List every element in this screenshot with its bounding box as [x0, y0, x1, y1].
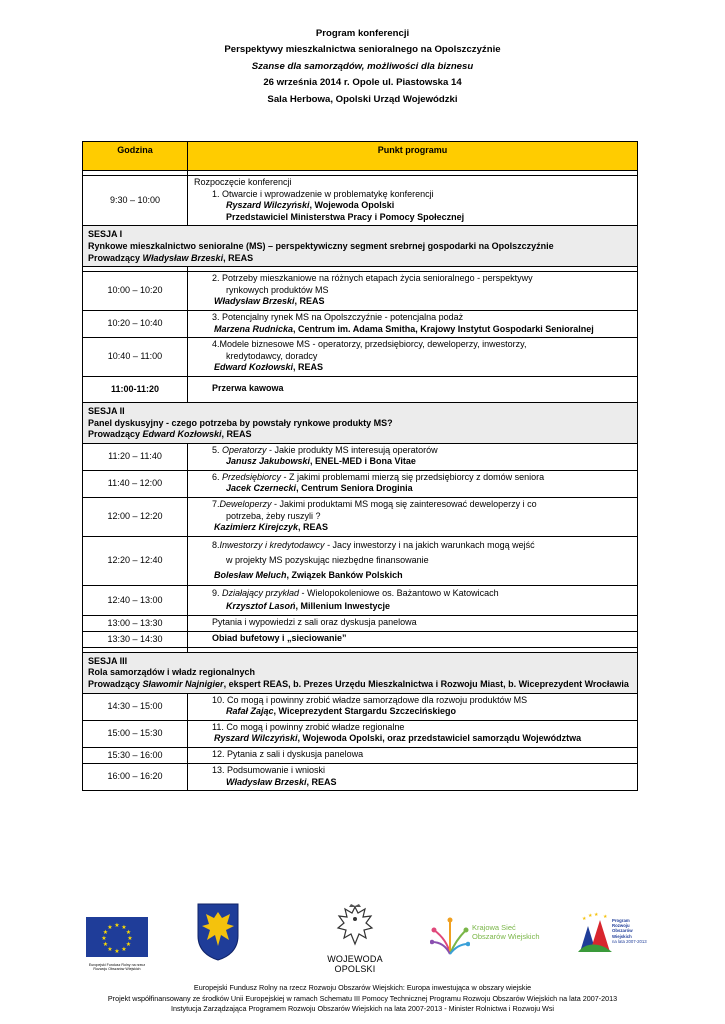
speaker-name: Władysław Brzeski [214, 296, 295, 307]
session-lead-affiliation: , REAS [223, 252, 254, 263]
item-topic: Przedsiębiorcy [222, 471, 282, 482]
row-item [188, 470, 638, 497]
session-row [83, 652, 638, 693]
table-row [83, 585, 638, 615]
row-item [188, 615, 638, 631]
row-time: 12:40 – 13:00 [83, 585, 188, 615]
prow-emblem-icon [576, 912, 614, 956]
row-item [188, 585, 638, 615]
row-item [188, 498, 638, 537]
header-room: Sala Herbowa, Opolski Urząd Wojewódzki [267, 93, 458, 105]
row-time: 16:00 – 16:20 [83, 764, 188, 791]
item-line: Obiad bufetowy i „sieciowanie” [212, 633, 347, 644]
document-footer [0, 983, 725, 1015]
item-number: 9. [212, 587, 223, 598]
speaker-name: Edward Kozłowski [214, 362, 294, 373]
table-row [83, 720, 638, 747]
svg-text:★: ★ [594, 912, 599, 918]
prow-label: Rozwoju [612, 923, 630, 929]
opole-coat-of-arms-logo [196, 902, 240, 962]
eu-caption: Rozwoju Obszarów Wiejskich [93, 967, 141, 972]
prow-logo [576, 912, 650, 962]
speaker-name: Ryszard Wilczyński [226, 200, 310, 211]
svg-text:★: ★ [101, 935, 107, 942]
ksow-label: Obszarów Wiejskich [472, 932, 540, 941]
speaker-affiliation: , Wojewoda Opolski [309, 200, 395, 211]
row-time: 10:20 – 10:40 [83, 310, 188, 337]
table-row [83, 376, 638, 402]
row-item [188, 693, 638, 720]
session-row [83, 402, 638, 443]
speaker-affiliation: Przedstawiciel Ministerstwa Pracy i Pomocy Społecznej [226, 211, 465, 222]
item-line: kredytodawcy, doradcy [226, 350, 318, 361]
item-line: Przerwa kawowa [212, 383, 284, 394]
speaker-affiliation: , REAS [306, 776, 337, 787]
speaker-affiliation: , REAS [293, 362, 324, 373]
speaker-affiliation: , Centrum Seniora Droginia [296, 483, 413, 494]
row-item [188, 376, 638, 402]
footer-line: Instytucja Zarządzająca Programem Rozwoju Obszarów Wiejskich na lata 2007-2013 - Minister Rolnictwa i Rozwoju Wsi [170, 1004, 555, 1013]
program-table [82, 141, 638, 791]
item-line: 11. Co mogą i powinny zrobić władze regionalne [212, 721, 405, 732]
speaker-affiliation: , ENEL-MED i Bona Vitae [310, 456, 416, 467]
svg-text:★: ★ [114, 922, 120, 929]
session-cell [83, 226, 638, 267]
svg-text:★: ★ [588, 913, 593, 919]
item-description: - Jakimi produktami MS mogą się zainteresować deweloperzy i co [271, 499, 537, 510]
speaker-name: Bolesław Meluch [214, 569, 287, 580]
header-subtitle: Szanse dla samorządów, możliwości dla biznesu [251, 60, 474, 72]
item-description: - Jacy inwestorzy i na jakich warunkach mogą wejść [324, 539, 535, 550]
speaker-name: Kazimierz Kirejczyk [214, 522, 299, 533]
polish-eagle-icon [335, 904, 375, 948]
speaker-affiliation: , Centrum im. Adama Smitha, Krajowy Instytut Gospodarki Senioralnej [293, 323, 594, 334]
table-row [83, 764, 638, 791]
row-time: 10:40 – 11:00 [83, 338, 188, 377]
header-title: Program konferencji [315, 28, 410, 39]
network-tree-icon [430, 914, 470, 956]
table-row [83, 176, 638, 226]
session-lead-prefix: Prowadzący [88, 252, 143, 263]
table-row [83, 338, 638, 377]
session-lead-name: Władysław Brzeski [142, 252, 224, 263]
footer-line: Projekt współfinansowany ze środków Unii Europejskiej w ramach Schematu III Pomocy Technicznej Programu Rozwoju Obszarów Wiejskich na lata 2007-2013 [107, 993, 618, 1003]
row-item [188, 764, 638, 791]
table-row [83, 310, 638, 337]
row-time: 15:30 – 16:00 [83, 748, 188, 764]
speaker-affiliation: , Wojewoda Opolski, oraz przedstawiciel samorządu Województwa [297, 733, 582, 744]
item-topic: Działający przykład [222, 587, 300, 598]
ksow-logo [430, 914, 552, 964]
column-header-item: Punkt programu [188, 142, 638, 171]
eu-flag-logo [86, 917, 148, 972]
item-number: 7. [212, 499, 220, 510]
session-lead-name: Edward Kozłowski [142, 429, 222, 440]
session-title: Rola samorządów i władz regionalnych [88, 667, 256, 678]
eagle-shield-icon [196, 902, 240, 962]
svg-text:★: ★ [102, 929, 109, 936]
svg-text:★: ★ [114, 948, 120, 955]
item-line: 10. Co mogą i powinny zrobić władze samorządowe dla rozwoju produktów MS [212, 694, 528, 705]
session-cell [83, 652, 638, 693]
svg-text:★: ★ [107, 924, 113, 931]
item-line: Rozpoczęcie konferencji [194, 177, 292, 187]
session-lead-affiliation: , ekspert REAS, b. Prezes Urzędu Mieszkalnictwa i Rozwoju Miast, b. Wiceprezydent Wrocławia [223, 679, 629, 690]
session-title: Rynkowe mieszkalnictwo senioralne (MS) – perspektywiczny segment srebrnej gospodarki na Opolszczyźnie [88, 240, 554, 251]
item-line: potrzeba, żeby ruszyli ? [226, 510, 321, 521]
svg-text:★: ★ [582, 916, 587, 922]
header-topic: Perspektywy mieszkalnictwa senioralnego na Opolszczyźnie [224, 44, 501, 56]
row-time: 11:00-11:20 [83, 376, 188, 402]
wojewoda-opolski-logo [310, 904, 400, 974]
item-topic: Deweloperzy [219, 499, 272, 510]
session-label: SESJA II [88, 405, 125, 416]
row-item [188, 720, 638, 747]
item-description: - Z jakimi problemami mierzą się przedsiębiorcy z domów seniora [281, 471, 545, 482]
session-row [83, 226, 638, 267]
item-line: 13. Podsumowanie i wnioski [212, 765, 326, 775]
session-label: SESJA III [88, 655, 128, 666]
row-item [188, 176, 638, 226]
session-lead-name: Sławomir Najnigier [142, 679, 224, 690]
document-header [0, 26, 725, 108]
table-row [83, 536, 638, 585]
row-item [188, 310, 638, 337]
item-description: - Wielopokoleniowe os. Bażantowo w Katowicach [299, 587, 499, 598]
row-time: 12:00 – 12:20 [83, 498, 188, 537]
table-row [83, 272, 638, 311]
item-line: w projekty MS pozyskując niezbędne finansowanie [226, 554, 429, 565]
table-row [83, 693, 638, 720]
item-line: Pytania i wypowiedzi z sali oraz dyskusja panelowa [212, 617, 417, 628]
svg-text:★: ★ [121, 946, 127, 953]
svg-text:★: ★ [125, 941, 132, 948]
item-line: rynkowych produktów MS [226, 284, 329, 295]
row-item [188, 631, 638, 647]
prow-label: Wiejskich [612, 933, 632, 939]
row-time: 11:40 – 12:00 [83, 470, 188, 497]
speaker-affiliation: , REAS [298, 522, 329, 533]
item-description: - Jakie produkty MS interesują operatorów [266, 444, 438, 455]
prow-label: na lata 2007-2013 [612, 938, 647, 944]
svg-text:★: ★ [125, 929, 132, 936]
table-row [83, 443, 638, 470]
row-item [188, 272, 638, 311]
column-header-time: Godzina [83, 142, 188, 171]
session-cell [83, 402, 638, 443]
item-line: 12. Pytania z sali i dyskusja panelowa [212, 749, 364, 760]
row-time: 9:30 – 10:00 [83, 176, 188, 226]
prow-label: Program [612, 918, 630, 923]
item-topic: Operatorzy [222, 444, 267, 455]
speaker-affiliation: , REAS [294, 296, 325, 307]
speaker-name: Jacek Czernecki [226, 483, 297, 494]
sponsor-logos [0, 900, 725, 974]
table-row [83, 470, 638, 497]
item-topic: Inwestorzy i kredytodawcy [219, 539, 325, 550]
session-title: Panel dyskusyjny - czego potrzeba by powstały rynkowe produkty MS? [88, 417, 393, 428]
item-line: 4.Modele biznesowe MS - operatorzy, przedsiębiorcy, deweloperzy, inwestorzy, [212, 339, 527, 350]
row-item [188, 443, 638, 470]
eu-caption: Europejski Fundusz Rolny na rzecz [88, 963, 146, 967]
item-number: 6. [212, 471, 223, 482]
table-row [83, 615, 638, 631]
item-number: 5. [212, 444, 223, 455]
row-item [188, 536, 638, 585]
item-line: 2. Potrzeby mieszkaniowe na różnych etapach życia senioralnego - perspektywy [212, 273, 533, 284]
session-label: SESJA I [88, 229, 123, 240]
footer-line: Europejski Fundusz Rolny na rzecz Rozwoju Obszarów Wiejskich: Europa inwestująca w obszary wiejskie [193, 983, 532, 992]
speaker-affiliation: , Wiceprezydent Stargardu Szczecińskiego [273, 706, 457, 717]
item-line: 1. Otwarcie i wprowadzenie w problematykę konferencji [212, 188, 434, 199]
svg-text:★: ★ [107, 946, 113, 953]
row-time: 10:00 – 10:20 [83, 272, 188, 311]
svg-text:★: ★ [127, 935, 133, 942]
session-lead-prefix: Prowadzący [88, 429, 143, 440]
speaker-affiliation: , Związek Banków Polskich [286, 569, 403, 580]
row-item [188, 748, 638, 764]
row-time: 11:20 – 11:40 [83, 443, 188, 470]
table-row [83, 748, 638, 764]
speaker-name: Janusz Jakubowski [226, 456, 311, 467]
header-date-place: 26 września 2014 r. Opole ul. Piastowska 14 [263, 77, 462, 89]
speaker-name: Władysław Brzeski [226, 776, 307, 787]
item-line: 3. Potencjalny rynek MS na Opolszczyźnie - potencjalna podaż [212, 311, 464, 322]
prow-label: Obszarów [612, 928, 633, 934]
row-time: 15:00 – 15:30 [83, 720, 188, 747]
row-time: 14:30 – 15:00 [83, 693, 188, 720]
row-time: 13:00 – 13:30 [83, 615, 188, 631]
item-number: 8. [212, 539, 220, 550]
wojewoda-label: WOJEWODA OPOLSKI [327, 954, 383, 974]
ksow-label: Krajowa Sieć [472, 923, 516, 932]
table-header-row [83, 142, 638, 171]
speaker-name: Ryszard Wilczyński [214, 733, 298, 744]
speaker-name: Rafał Zając [226, 706, 274, 717]
row-time: 13:30 – 14:30 [83, 631, 188, 647]
speaker-name: Marzena Rudnicka [214, 323, 294, 334]
svg-text:★: ★ [603, 914, 608, 920]
row-item [188, 338, 638, 377]
speaker-affiliation: , Millenium Inwestycje [295, 600, 391, 611]
eu-flag-icon [86, 917, 148, 957]
session-lead-prefix: Prowadzący [88, 679, 143, 690]
session-lead-affiliation: , REAS [221, 429, 252, 440]
table-row [83, 498, 638, 537]
table-row [83, 631, 638, 647]
svg-text:★: ★ [102, 941, 109, 948]
row-time: 12:20 – 12:40 [83, 536, 188, 585]
svg-text:★: ★ [121, 924, 127, 931]
speaker-name: Krzysztof Lasoń [226, 600, 296, 611]
